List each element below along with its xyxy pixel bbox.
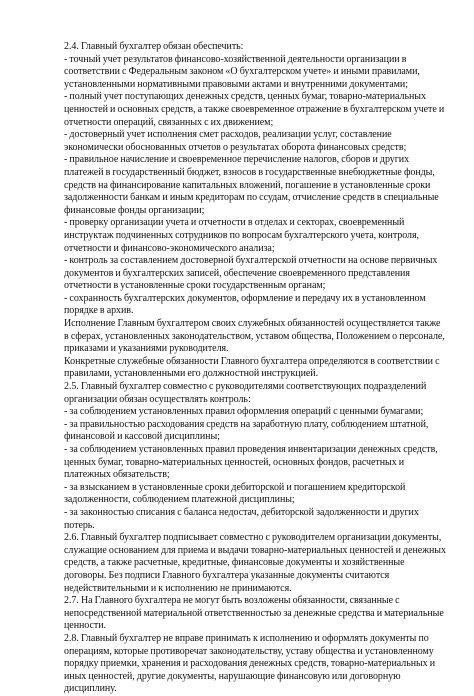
text-line: отчетности в установленные сроки государственным органам; (64, 280, 326, 292)
text-line: дисциплину. (64, 683, 117, 695)
text-line: - достоверный учет исполнения смет расходов, реализации услуг, составление (64, 129, 392, 141)
text-line: потерь. (64, 519, 95, 531)
text-line: документов и бухгалтерских записей, обеспечение своевременного представления (64, 267, 410, 279)
text-line: - полный учет поступающих денежных средств, ценных бумаг, товарно-материальных (64, 91, 426, 103)
text-line: иных ценностей, другие документы, нарушающие финансовую или договорную (64, 670, 401, 682)
text-line: - точный учет результатов финансово-хозяйственной деятельности организации в (64, 53, 407, 65)
text-line: операциям, которые противоречат законодательству, уставу общества и установленному (64, 645, 434, 657)
text-line: - за правильностью расходования средств на заработную плату, соблюдением штатной, (64, 418, 429, 430)
text-line: в сферах, установленных законодательством, уставом общества, Положением о персонале, (64, 330, 445, 342)
text-line: - сохранность бухгалтерских документов, оформление и передачу их в установленном (64, 292, 426, 304)
text-line: инструктаж подчиненных сотрудников по вопросам бухгалтерского учета, контроля, (64, 229, 419, 241)
text-line: финансовые фонды организации; (64, 204, 205, 216)
text-line: соответствии с Федеральным законом «О бухгалтерском учете» и иными правилами, (64, 66, 420, 78)
text-line: - за взысканием в установленные сроки дебиторской и погашением кредиторской (64, 481, 406, 493)
text-line: задолженности, соблюдением платежной дисциплины; (64, 494, 295, 506)
text-line: платежей в государственный бюджет, взносов в государственные внебюджетные фонды, (64, 166, 435, 178)
text-line: 2.4. Главный бухгалтер обязан обеспечить: (64, 41, 244, 52)
text-line: 2.7. На Главного бухгалтера не могут быть возложены обязанности, связанные с (64, 595, 400, 607)
text-line: - контроль за составлением достоверной бухгалтерской отчетности на основе первичных (64, 255, 438, 267)
text-line: - правильное начисление и своевременное перечисление налогов, сборов и других (64, 154, 410, 166)
text-line: организации обязан осуществлять контроль: (64, 393, 251, 405)
text-line: приказами и указаниями руководителя. (64, 343, 229, 355)
text-line: договоры. Без подписи Главного бухгалтера указанные документы считаются (64, 569, 390, 581)
text-line: ценностей и основных средств, а также своевременное отражение в бухгалтерском учете и (64, 103, 445, 115)
text-line: установленными нормативными правовыми актами и внутренними документами; (64, 78, 408, 90)
text-line: правилами, установленными его должностной инструкцией. (64, 368, 319, 380)
text-line: средств на финансирование капитальных вложений, погашение в установленные сроки (64, 179, 431, 191)
text-line: 2.8. Главный бухгалтер не вправе принимать к исполнению и оформлять документы по (64, 632, 429, 644)
text-line: недействительными и к исполнению не принимаются. (64, 582, 292, 594)
text-line: - за законностью списания с баланса недостач, дебиторской задолженности и других (64, 506, 419, 518)
document-page (64, 41, 466, 696)
text-line: - за соблюдением установленных правил проведения инвентаризации денежных средств, (64, 444, 438, 455)
text-line: задолженности банкам и иным кредиторам по ссудам, отчисление средств в специальные (64, 192, 439, 204)
text-line: порядке в архив. (64, 305, 134, 317)
text-line: платежных обязательств; (64, 469, 170, 481)
text-line: порядку приемки, хранения и расходования денежных средств, товарно-материальных и (64, 658, 436, 670)
text-line: экономически обоснованных отчетов о результатах оборота финансовых средств; (64, 141, 407, 153)
text-line: 2.6. Главный бухгалтер подписывает совместно с руководителем организации документы, (64, 532, 442, 544)
text-line: финансовой и кассовой дисциплины; (64, 431, 220, 443)
text-line: ценности. (64, 620, 106, 632)
text-line: - за соблюдением установленных правил оформления операций с ценными бумагами; (64, 406, 424, 418)
text-line: служащие основанием для приема и выдачи товарно-материальных ценностей и денежных (64, 544, 446, 556)
text-line: непосредственной материальной ответственностью за денежные средства и материальные (64, 607, 444, 619)
text-line: - проверку организации учета и отчетности в отделах и секторах, своевременный (64, 217, 405, 229)
text-line: средств, а также расчетные, кредитные, финансовые документы и хозяйственные (64, 557, 405, 569)
text-line: отчетности и финансово-экономического анализа; (64, 242, 275, 254)
text-line: 2.5. Главный бухгалтер совместно с руководителями соответствующих подразделений (64, 381, 427, 393)
text-line: ценных бумаг, товарно-материальных ценностей, основных фондов, расчетных и (64, 456, 405, 468)
text-line: Исполнение Главным бухгалтером своих служебных обязанностей осуществляется также (64, 318, 441, 330)
text-line: Конкретные служебные обязанности Главного бухгалтера определяются в соответствии с (64, 355, 440, 367)
text-line: отчетности операций, связанных с их движением; (64, 116, 274, 128)
